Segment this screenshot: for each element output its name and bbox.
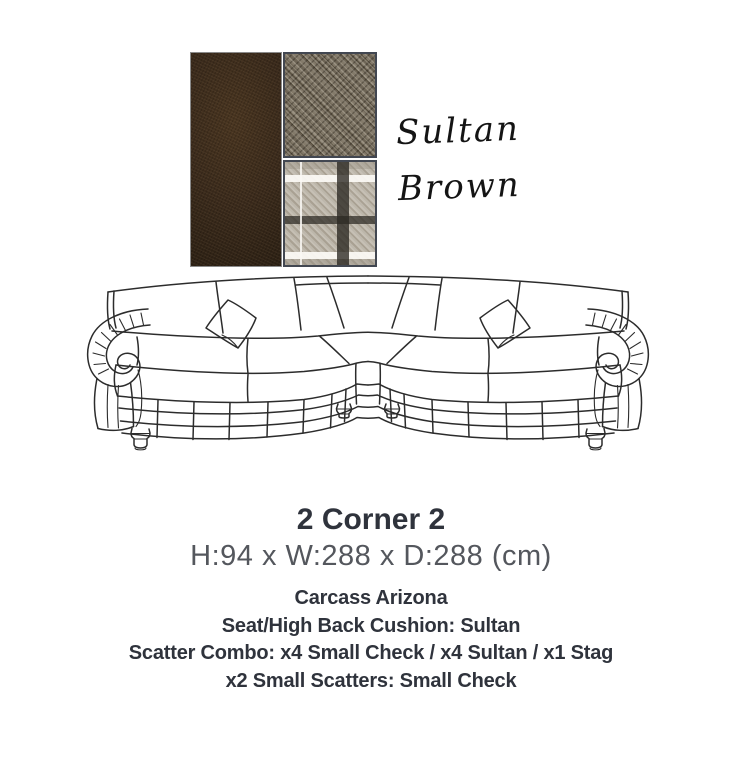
- corner-sofa-line-drawing: [80, 272, 660, 462]
- swatch-label-handwritten: [395, 101, 523, 217]
- detail-seat-back-cushion: Seat/High Back Cushion: Sultan: [221, 614, 521, 637]
- swatch-label-line1: Sultan: [395, 108, 521, 154]
- detail-carcass: Carcass Arizona: [294, 587, 448, 609]
- detail-scatter-combo: Scatter Combo: x4 Small Check / x4 Sultan / x1 Stag: [128, 642, 614, 664]
- detail-small-scatters: x2 Small Scatters: Small Check: [225, 669, 517, 692]
- swatch-small-check-plaid: [283, 160, 377, 267]
- fabric-swatch-collage: [190, 52, 377, 267]
- product-title: 2 Corner 2: [296, 503, 446, 536]
- swatch-sultan-tweed: [283, 52, 377, 158]
- product-dimensions: H:94 x W:288 x D:288 (cm): [190, 540, 552, 572]
- product-details: [0, 585, 742, 695]
- swatch-sultan-brown-leather: [190, 52, 282, 267]
- swatch-label-line2: Brown: [397, 164, 522, 210]
